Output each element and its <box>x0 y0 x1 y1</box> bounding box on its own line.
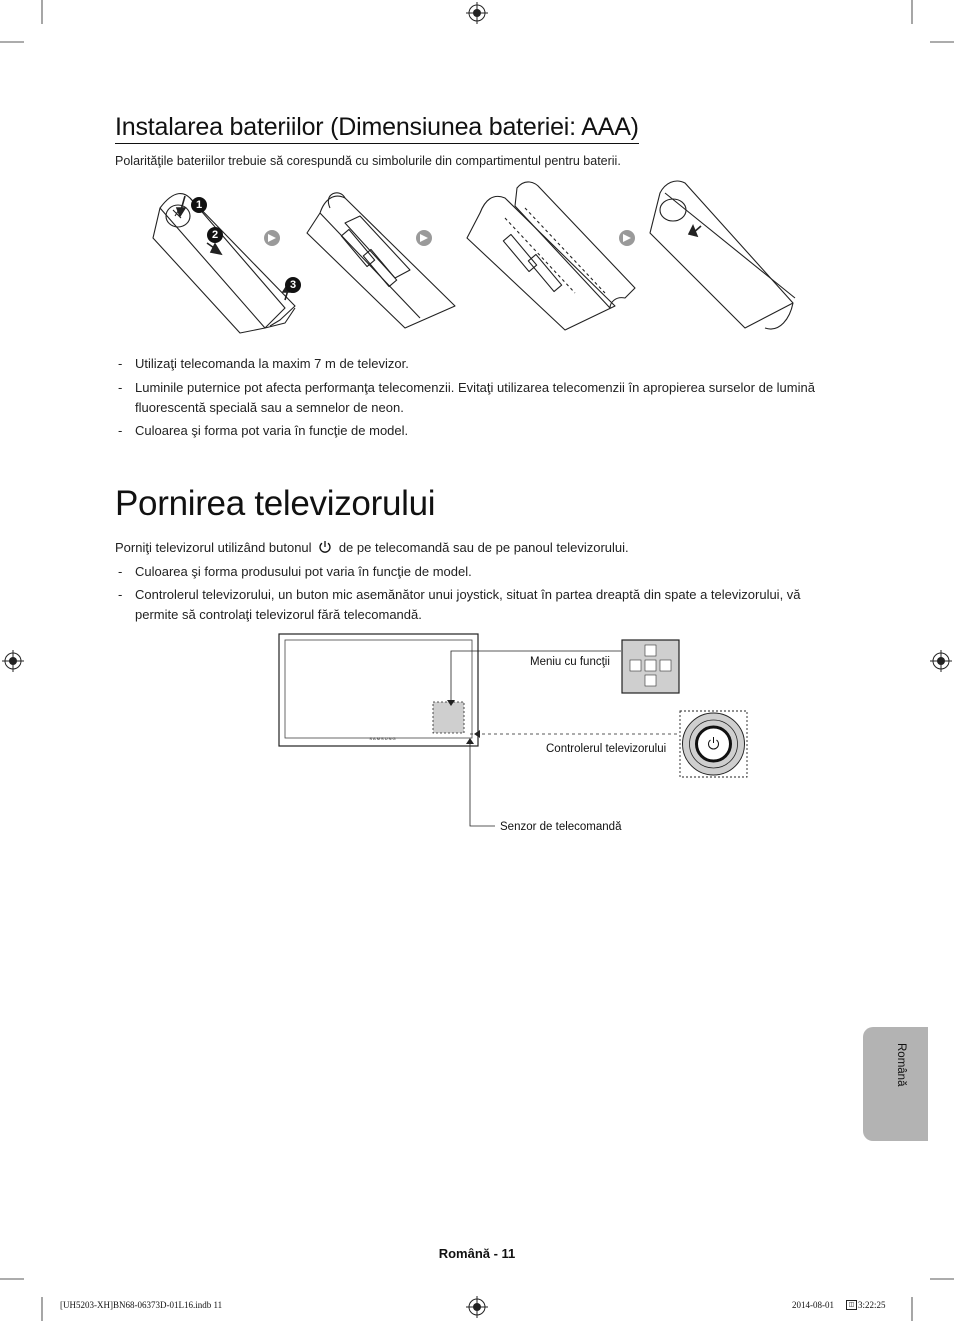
tv-diagram <box>275 630 755 830</box>
step-arrows <box>177 196 701 300</box>
step-badge: 1 <box>191 197 207 213</box>
battery-intro: Polarităţile bateriilor trebuie să corespundă cu simbolurile din compartimentul pentru baterii. <box>115 154 621 168</box>
time-glyph: ◫ <box>846 1300 857 1310</box>
power-intro-before: Porniţi televizorul utilizând butonul <box>115 540 312 555</box>
file-info: [UH5203-XH]BN68-06373D-01L16.indb 11 <box>60 1300 223 1310</box>
label-controller: Controlerul televizorului <box>546 743 667 755</box>
language-tab <box>863 1027 928 1141</box>
list-item: - Culoarea şi forma pot varia în funcţie de model. <box>118 421 823 441</box>
list-item-text: Utilizaţi telecomanda la maxim 7 m de televizor. <box>135 356 409 371</box>
battery-illustration <box>145 178 825 338</box>
registration-mark-icon <box>2 650 24 672</box>
remote-closed-final <box>650 181 795 329</box>
power-icon <box>318 540 332 554</box>
registration-mark-icon <box>466 2 488 24</box>
list-item: - Controlerul televizorului, un buton mic asemănător unui joystick, situat în partea dreaptă din spate a televizorului, vă permite să controlaţi televizorul fără telecomandă. <box>118 585 823 625</box>
tv-brand-logo: SAMSUNG <box>369 736 397 741</box>
print-date: 2014-08-01 <box>792 1300 834 1310</box>
arrow-right-icon <box>416 230 432 246</box>
list-item-text: Luminile puternice pot afecta performanţa telecomenzii. Evitaţi utilizarea telecomenzii în apropierea surselor de lumină fluorescentă specială sau a semnelor de neon. <box>135 380 815 415</box>
step-badge: 3 <box>285 277 301 293</box>
menu-panel-icon <box>622 640 679 693</box>
battery-section-title: Instalarea bateriilor (Dimensiunea bateriei: AAA) <box>115 113 639 144</box>
remote-open <box>307 193 455 328</box>
remote-cover-sliding <box>467 182 635 330</box>
label-sensor: Senzor de telecomandă <box>500 821 622 833</box>
page-number: Română - 11 <box>438 1246 516 1261</box>
list-item: - Luminile puternice pot afecta performanţa telecomenzii. Evitaţi utilizarea telecomenzii în apropierea surselor de lumină fluorescentă specială sau a semnelor de neon. <box>118 378 823 418</box>
step-badge: 2 <box>207 227 223 243</box>
power-intro-after: de pe telecomandă sau de pe panoul televizorului. <box>338 540 629 555</box>
list-item: - Culoarea şi forma produsului pot varia în funcţie de model. <box>118 562 823 582</box>
remote-sensor-area <box>433 702 464 733</box>
arrow-right-icon <box>619 230 635 246</box>
remote-closed <box>153 194 295 333</box>
list-item: - Utilizaţi telecomanda la maxim 7 m de televizor. <box>118 354 823 374</box>
joystick-icon <box>680 711 747 777</box>
list-item-text: Controlerul televizorului, un buton mic asemănător unui joystick, situat în partea dreaptă din spate a televizorului, vă permite să controlaţi televizorul fără telecomandă. <box>135 587 801 622</box>
power-intro <box>115 538 629 558</box>
registration-mark-icon <box>466 1296 488 1318</box>
list-item-text: Culoarea şi forma pot varia în funcţie de model. <box>135 423 409 438</box>
arrow-right-icon <box>264 230 280 246</box>
list-item-text: Culoarea şi forma produsului pot varia în funcţie de model. <box>135 564 472 579</box>
registration-mark-icon <box>930 650 952 672</box>
print-time: 3:22:25 <box>858 1300 886 1310</box>
label-menu: Meniu cu funcţii <box>530 656 610 668</box>
language-tab-label: Română <box>895 1043 907 1087</box>
power-section-title: Pornirea televizorului <box>115 484 436 523</box>
